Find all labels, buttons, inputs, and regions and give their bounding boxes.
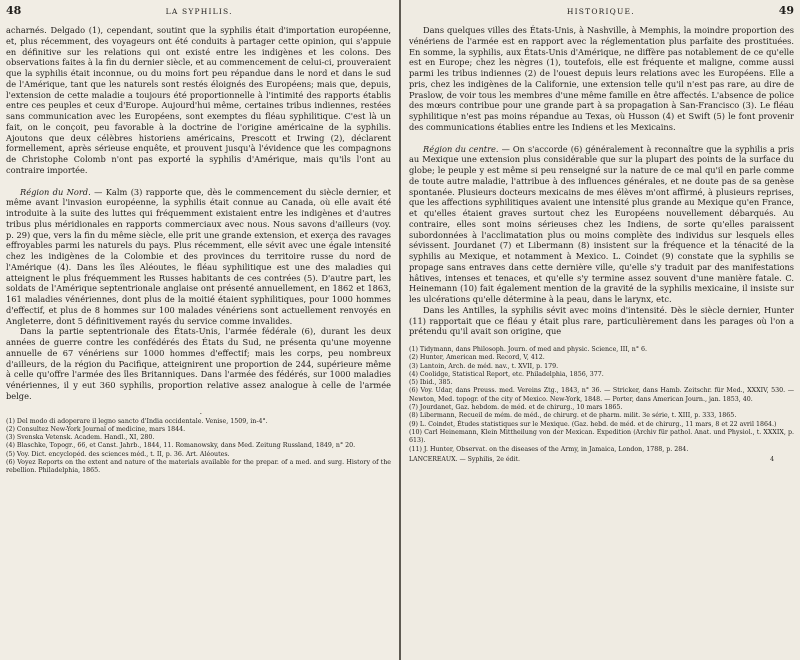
running-head: HISTORIQUE. bbox=[566, 7, 635, 16]
footnote: (8) Libermann, Recueil de mém. de méd., de chirurg. et de pharm. milit. 3e série, t. XIII, p. 333, 1865. bbox=[409, 412, 737, 420]
footnote: (5) Ibid., 385. bbox=[409, 379, 453, 387]
footnote: (2) Hunter, American med. Record, V, 412. bbox=[409, 354, 545, 362]
left-page-header bbox=[6, 4, 391, 20]
paragraph bbox=[409, 144, 794, 305]
signature-mark: LANCEREAUX. — Syphilis, 2e édit. bbox=[409, 455, 520, 463]
running-head: LA SYPHILIS. bbox=[165, 7, 233, 16]
left-page bbox=[0, 0, 399, 660]
paragraph: Dans quelques villes des États-Unis, à Nashville, à Memphis, la moindre proportion des vénériens de l'armée est en rapport avec la réglementation plus parfaite des prostituées. En somme, la syphilis, aux États-Unis d'Amérique, ne diffère pas notablement de ce qu'elle est en Europe; chez les nègres (1), toutefois, elle est fréquente et maligne, comme aussi parmi les tribus indiennes (2) de l'ouest depuis leurs relations avec les Européens. Elle a pris, chez les indigènes de la Californie, une extension telle qu'il n'est pas rare, au dire de Praslow, de voir tous les membres d'une même famille en être affectés. L'absence de police des mœurs contribue pour une grande part à sa propagation à San-Francisco (3). Le fléau syphilitique n'est pas moins répandue au Texas, où Husson (4) et Swift (5) le font provenir des communications établies entre les Indiens et les Mexicains. bbox=[409, 25, 794, 132]
footnote: (1) Tidymann, dans Philosoph. Journ. of med and physic. Science, III, n° 6. bbox=[409, 346, 647, 353]
page-number: 49 bbox=[778, 4, 794, 17]
footnotes: · (1) Del modo di adoperare il legno sancto d'India occidentale. Venise, 1509, in-4°. (2) Consultez New-York Journal of medicine, mars 1844. (3) Svenska Vetensk. Academ. Handl., XI, 280. (4) Blaschke, Topogr., 66, et Canst. Jahrb., 1844, 11. Romanowsky, dans Med. Zeitung Russland, 1849, n° 20. (5) Voy. Dict. encyclopéd. des sciences méd., t. II, p. 36. Art. Aléoutes. (6) Voyez Reports on the extent and nature of the materials available for the prepar. of a med. and surg. History of the rebellion. Philadelphia, 1865. bbox=[6, 409, 391, 475]
section-heading: Région du centre. bbox=[423, 143, 499, 154]
footnote: (2) Consultez New-York Journal of medicine, mars 1844. bbox=[6, 425, 186, 433]
footnote: (11) J. Hunter, Observat. on the diseases of the Army, in Jamaica, London, 1788, p. 284. bbox=[409, 445, 689, 453]
footnote: (6) Voy. Udar, dans Preuss. med. Vereins Ztg., 1843, n° 36. — Stricker, dans Hamb. Zeitschr. für Med., XXXIV, 530. — Newton, Med. topogr. of the city of Mexico. New-York, 1848. — Porter, dans American Journ., jan. 1853, 40. bbox=[409, 387, 794, 403]
footnote: (1) Del modo di adoperare il legno sancto d'India occidentale. Venise, 1509, in-4°. bbox=[6, 417, 268, 425]
paragraph: acharnés. Delgado (1), cependant, soutint que la syphilis était d'importation européenne, et, plus récemment, des voyageurs ont été conduits à partager cette opinion, qui s'appuie en définitive sur les relations qui ont existé entre les indigènes et les colons. Des observations faites à la fin du dernier siècle, et au commencement de celui-ci, prouveraient que la syphilis était inconnue, ou du moins fort peu répandue dans le nord et dans le sud de l'Amérique, tant que les naturels sont restés éloignés des Européens; mais que, depuis, l'extension de cette maladie a toujours été proportionnelle à l'intimité des rapports établis entre ces peuples et ceux d'Europe. Aujourd'hui même, certaines tribus indiennes, restées sans communication avec les Européens, sont exemptes du fléau syphilitique. C'est là un fait, on le conçoit, peu favorable à la doctrine de l'origine américaine de la syphilis. Ajoutons que deux célèbres historiens américains, Prescott et Irwing (2), déclarent formellement, après sérieuse enquête, et prouvent jusqu'à l'évidence que les compagnons de Christophe Colomb n'ont pas exporté la syphilis d'Amérique, mais qu'ils l'ont au contraire importée. bbox=[6, 25, 391, 175]
paragraph: Dans la partie septentrionale des États-Unis, l'armée fédérale (6), durant les deux années de guerre contre les confédérés des États du Sud, ne présenta qu'une moyenne annuelle de 67 vénériens sur 1000 hommes d'effectif; mais les corps, peu nombreux d'ailleurs, de la région du Pacifique, atteignirent une proportion de 244, supérieure même à celle qu'offre l'armée des îles Britanniques. Dans l'armée des fédérés, sur 1000 maladies vénériennes, il y eut 360 syphilis, proportion relative assez analogue à celle de l'armée belge. bbox=[6, 326, 391, 401]
paragraph bbox=[6, 187, 391, 327]
signature-line bbox=[409, 456, 794, 463]
page-number: 48 bbox=[6, 4, 22, 17]
footnote: (6) Voyez Reports on the extent and nature of the materials available for the prepar. of a med. and surg. History of the rebellion. Philadelphia, 1865. bbox=[6, 458, 391, 475]
footnote: (3) Lantoin, Arch. de méd. nav., t. XVII, p. 179. bbox=[409, 362, 559, 370]
footnotes bbox=[409, 346, 794, 454]
right-page-header bbox=[409, 4, 794, 20]
footnote: (7) Jourdanet, Gaz. hebdom. de méd. et de chirurg., 10 mars 1865. bbox=[409, 404, 623, 412]
footnote: (9) L. Coindet, Études statistiques sur le Mexique. (Gaz. hebd. de méd. et de chirurg., 11 mars, 8 et 22 avril 1864.) bbox=[409, 420, 777, 428]
body-text bbox=[6, 25, 391, 402]
right-page bbox=[401, 0, 800, 660]
footnote: (10) Carl Heinemann, Klein Mittheilung von der Mexican. Expedition (Archiv für pathol. Anat. und Physiol., t. XXXIX, p. 613). bbox=[409, 428, 794, 445]
paragraph: Dans les Antilles, la syphilis sévit avec moins d'intensité. Dès le siècle dernier, Hunter (11) rapportait que ce fléau y était plus rare, particulièrement dans les parages où l'on a prétendu qu'il avait son origine, que bbox=[409, 304, 794, 337]
footnote: (4) Blaschke, Topogr., 66, et Canst. Jahrb., 1844, 11. Romanowsky, dans Med. Zeitung Russland, 1849, n° 20. bbox=[6, 442, 356, 450]
body-text bbox=[409, 25, 794, 337]
section-heading: Région du Nord. bbox=[20, 186, 91, 197]
gathering-number: 4 bbox=[770, 455, 774, 463]
footnote: (4) Coolidge, Statistical Report, etc. Philadelphia, 1856, 377. bbox=[409, 370, 604, 378]
paragraph-text: — Kalm (3) rapporte que, dès le commencement du siècle dernier, et même avant l'invasion européenne, la syphilis était connue au Canada, où elle avait été introduite à la suite des luttes qui fréquemment existaient entre les indigènes et d'autres tribus plus méridionales en rapports commerciaux avec nous. Nous savons d'ailleurs (voy. p. 29) que, vers la fin du même siècle, elle prit une grande extension, et exerça des ravages effroyables parmi les naturels du pays. Plus récemment, elle sévit avec une égale intensité chez les indigènes de la Colombie et des provinces du territoire russe du nord de l'Amérique (4). Dans les îles Aléoutes, le fléau syphilitique est une des maladies qui atteignent le plus fréquemment les Russes habitants de ces contrées (5). D'autre part, les soldats de l'Amérique septentrionale anglaise ont présenté annuellement, en 1862 et 1863, 161 maladies vénériennes, dont plus de la moitié étaient syphilitiques, pour 1000 hommes d'effectif, et plus de 8 hommes sur 100 malades vénériens sont actuellement renvoyés en Angleterre, dont 5 définitivement rayés du service comme invalides. bbox=[6, 186, 392, 326]
footnote: (3) Svenska Vetensk. Academ. Handl., XI, 280. bbox=[6, 434, 155, 442]
footnote: (5) Voy. Dict. encyclopéd. des sciences méd., t. II, p. 36. Art. Aléoutes. bbox=[6, 450, 230, 458]
paragraph-text: — On s'accorde (6) généralement à reconnaître que la syphilis a pris au Mexique une extension plus considérable que sur la plupart des points de la surface du globe; le peuple y est même si peu renseigné sur la nature de ce mal qu'il en parle comme de toute autre maladie, l'attribue à des influences générales, et ne doute pas de sa genèse spontanée. Plusieurs docteurs mexicains de mes élèves m'ont affirmé, à plusieurs reprises, que les affections syphilitiques avaient une intensité plus grande au Mexique qu'en France, et qu'elles étaient graves surtout chez les Européens nouvellement débarqués. Au contraire, elles sont moins sérieuses chez les Indiens, de sorte qu'elles paraissent subordonnées à l'acclimatation plus ou moins complète des individus sur lesquels elles sévissent. Jourdanet (7) et Libermann (8) insistent sur la fréquence et la ténacité de la syphilis au Mexique, et notamment à Mexico. L. Coindet (9) constate que la syphilis se propage sans entraves dans cette dernière ville, qu'elle s'y traduit par des manifestations hâtives, intenses et tenaces, et qu'elle s'y termine assez souvent d'une manière fatale. C. Heinemann (10) fait également mention de la gravité de la syphilis mexicaine, il insiste sur les ulcérations qu'elle détermine à la peau, dans le larynx, etc. bbox=[409, 143, 794, 304]
